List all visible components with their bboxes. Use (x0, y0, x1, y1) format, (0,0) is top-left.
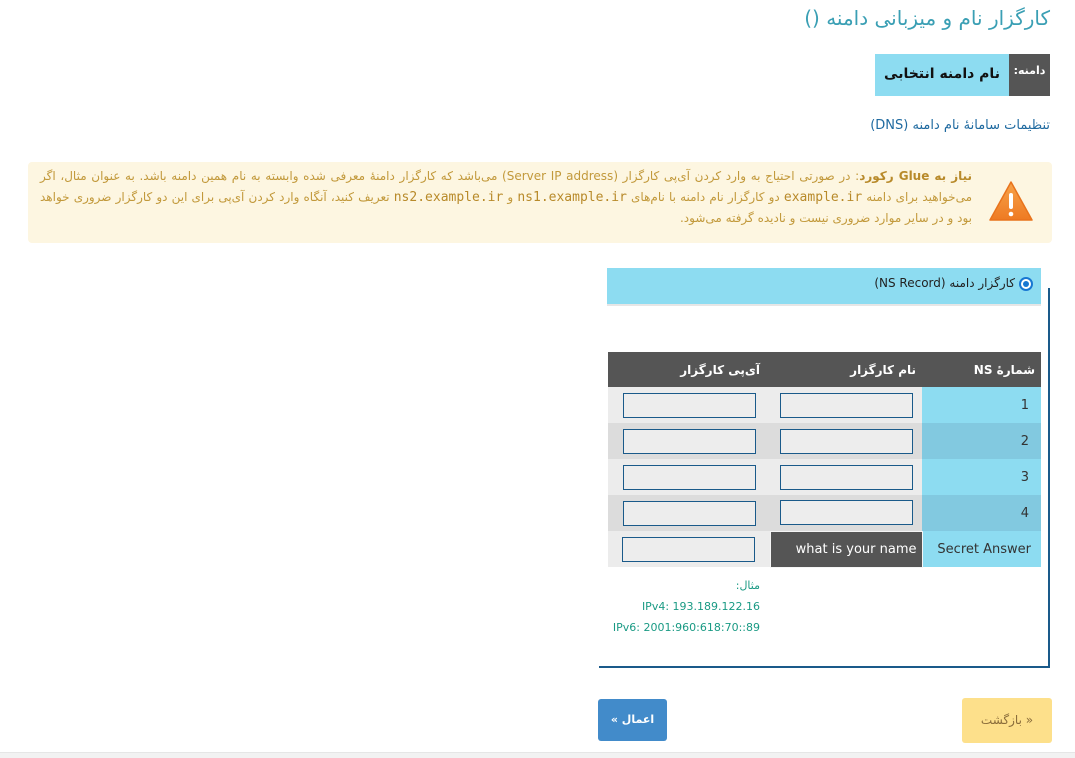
ns1-name-input[interactable] (780, 393, 913, 418)
example-domain: example.ir (783, 190, 863, 205)
warning-bold-label: نیاز به Glue رکورد (859, 169, 973, 183)
table-row (608, 423, 1041, 459)
ipv4-example: IPv4: 193.189.122.16 (641, 600, 760, 613)
ipv6-example: IPv6: 2001:960:618:70::89 (612, 621, 760, 634)
warning-text-part: : در صورتی احتیاج به وارد کردن آی‌پی کارگزار (Server IP address) می‌باشد که کارگزار دامنهٔ معرفی شده وابسته به نام همین دامنه باشد. به عنوان مثال، اگر می‌خواهید برای دامنه (40, 169, 972, 204)
page-footer-strip (0, 752, 1075, 758)
secret-answer-row (608, 531, 1041, 567)
secret-question: what is your name (770, 531, 922, 567)
page-title: کارگزار نام و میزبانی دامنه () (804, 6, 1050, 30)
domain-value: نام دامنه انتخابی (875, 54, 1009, 96)
example-ns1: ns1.example.ir (517, 190, 627, 205)
examples-label: مثال: (735, 579, 760, 592)
secret-answer-input[interactable] (622, 537, 755, 562)
ns3-ip-input[interactable] (623, 465, 756, 490)
warning-triangle-icon (988, 180, 1034, 222)
ns4-ip-input[interactable] (623, 501, 756, 526)
ns-number: 4 (922, 495, 1041, 531)
ns-record-radio[interactable] (1019, 277, 1033, 291)
ns2-name-input[interactable] (780, 429, 913, 454)
ns1-ip-input[interactable] (623, 393, 756, 418)
ns-number: 2 (922, 423, 1041, 459)
ns-number: 3 (922, 459, 1041, 495)
table-row (608, 459, 1041, 495)
header-ns-number: شمارهٔ NS (922, 352, 1041, 387)
domain-label: دامنه: (1009, 54, 1050, 96)
apply-button[interactable]: اعمال » (598, 699, 667, 741)
warning-text-part: دو کارگزار نام دامنه با نام‌های (626, 190, 784, 204)
table-header-row (608, 352, 1041, 387)
ns-record-option[interactable] (607, 268, 1041, 306)
header-server-name: نام کارگزار (770, 352, 922, 387)
glue-record-warning (28, 162, 1052, 243)
table-row (608, 387, 1041, 423)
secret-answer-label: Secret Answer (922, 531, 1041, 567)
ns3-name-input[interactable] (780, 465, 913, 490)
warning-text-part: و (503, 190, 518, 204)
header-server-ip: آی‌پی کارگزار (608, 352, 770, 387)
ns-number: 1 (922, 387, 1041, 423)
ip-examples (610, 575, 760, 638)
ns2-ip-input[interactable] (623, 429, 756, 454)
example-ns2: ns2.example.ir (393, 190, 504, 205)
back-button[interactable]: « بازگشت (962, 698, 1052, 743)
dns-settings-subtitle: تنظیمات سامانهٔ نام دامنه (DNS) (870, 118, 1050, 133)
warning-text (40, 166, 972, 229)
table-row (608, 495, 1041, 531)
ns4-name-input[interactable] (780, 500, 913, 525)
warning-text-part: تعریف کنید، آنگاه وارد کردن آی‌پی برای این دو کارگزار ضروری خواهد بود و در سایر موارد ضروری نیست و نادیده گرفته می‌شود. (40, 190, 972, 225)
ns-record-radio-label[interactable]: کارگزار دامنه (NS Record) (874, 276, 1015, 290)
nameserver-table (608, 352, 1041, 568)
